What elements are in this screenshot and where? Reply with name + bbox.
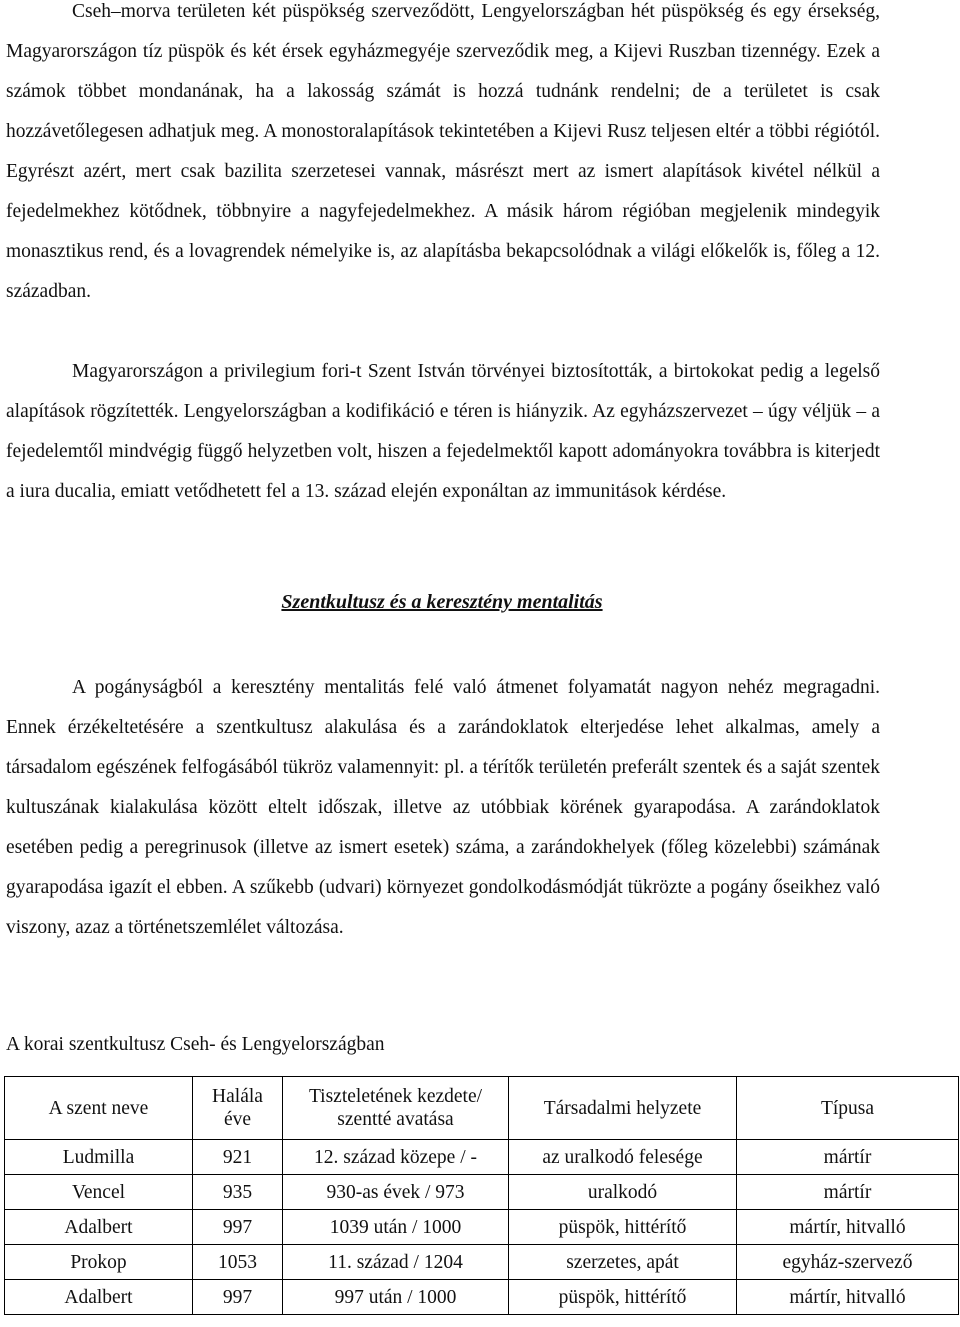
table-cell: 1053 [193,1245,283,1280]
table-header-row [5,1077,959,1140]
table-cell: egyház-szervező [737,1245,959,1280]
table-row [5,1245,959,1280]
table-cell: az uralkodó felesége [509,1140,737,1175]
table-cell: Adalbert [5,1280,193,1315]
table-cell: 921 [193,1140,283,1175]
section-heading: Szentkultusz és a keresztény mentalitás [281,591,603,613]
table-row [5,1210,959,1245]
table-row [5,1280,959,1315]
table-cell: Ludmilla [5,1140,193,1175]
table-row [5,1175,959,1210]
table-cell: 11. század / 1204 [283,1245,509,1280]
table-cell: Adalbert [5,1210,193,1245]
header-saint-name: A szent neve [5,1077,193,1140]
saints-table [4,1076,959,1315]
table-cell: 935 [193,1175,283,1210]
table-cell: mártír, hitvalló [737,1280,959,1315]
table-row [5,1140,959,1175]
header-death-year: Halála éve [193,1077,283,1140]
header-veneration-start: Tiszteletének kezdete/ szentté avatása [283,1077,509,1140]
table-cell: szerzetes, apát [509,1245,737,1280]
paragraph-christian-mentality: A pogányságból a keresztény mentalitás felé való átmenet folyamatát nagyon nehéz megragadni. Ennek érzékeltetésére a szentkultusz alakulása és a zarándoklatok elterjedése lehet alkalmas, amely a társadalom egészének felfogásából tükröz valamennyit: pl. a térítők területén preferált szentek és a saját szentek kultuszának kialakulása között eltelt időszak, illetve az utóbbiak körének gyarapodása. A zarándoklatok esetében pedig a peregrinusok (illetve az ismert esetek) száma, a zarándokhelyek (főleg közelebbi) számának gyarapodása igazít el ebben. A szűkebb (udvari) környezet gondolkodásmódját tükrözte a pogány őseikhez való viszony, azaz a történetszemlélet változása. [6,677,880,938]
table-cell: mártír [737,1140,959,1175]
table-cell: mártír, hitvalló [737,1210,959,1245]
table-caption: A korai szentkultusz Cseh- és Lengyelországban [6,1034,385,1055]
table-cell: 12. század közepe / - [283,1140,509,1175]
table-cell: Vencel [5,1175,193,1210]
table-cell: 997 [193,1280,283,1315]
table-cell: mártír [737,1175,959,1210]
table-cell: 1039 után / 1000 [283,1210,509,1245]
table-cell: 930-as évek / 973 [283,1175,509,1210]
paragraph-church-organization: Cseh–morva területen két püspökség szerveződött, Lengyelországban hét püspökség és egy érsekség, Magyarországon tíz püspök és két érsek egyházmegyéje szerveződik meg, a Kijevi Ruszban tizennégy. Ezek a számok többet mondanának, ha a lakosság számát is hozzá tudnánk rendelni; de a területet is csak hozzávetőlegesen adhatjuk meg. A monostoralapítások tekintetében a Kijevi Rusz teljesen eltér a többi régiótól. Egyrészt azért, mert csak bazilita szerzetesei vannak, másrészt mert az ismert alapítások kivétel nélkül a fejedelmekhez kötődnek, többnyire a nagyfejedelmekhez. A másik három régióban megjelenik mindegyik monasztikus rend, és a lovagrendek némelyike is, az alapításba bekapcsolódnak a világi előkelők is, főleg a 12. században. [6,1,880,302]
table-cell: uralkodó [509,1175,737,1210]
table-cell: Prokop [5,1245,193,1280]
table-cell: püspök, hittérítő [509,1210,737,1245]
table-cell: püspök, hittérítő [509,1280,737,1315]
table-cell: 997 után / 1000 [283,1280,509,1315]
paragraph-privilegium-fori: Magyarországon a privilegium fori-t Szent István törvényei biztosították, a birtokokat pedig a legelső alapítások rögzítették. Lengyelországban a kodifikáció e téren is hiányzik. Az egyházszervezet – úgy véljük – a fejedelemtől mindvégig függő helyzetben volt, hiszen a fejedelmektől kapott adományokra továbbra is kiterjedt a iura ducalia, emiatt vetődhetett fel a 13. század elején exponáltan az immunitások kérdése. [6,361,880,502]
header-type: Típusa [737,1077,959,1140]
header-social-status: Társadalmi helyzete [509,1077,737,1140]
table-cell: 997 [193,1210,283,1245]
